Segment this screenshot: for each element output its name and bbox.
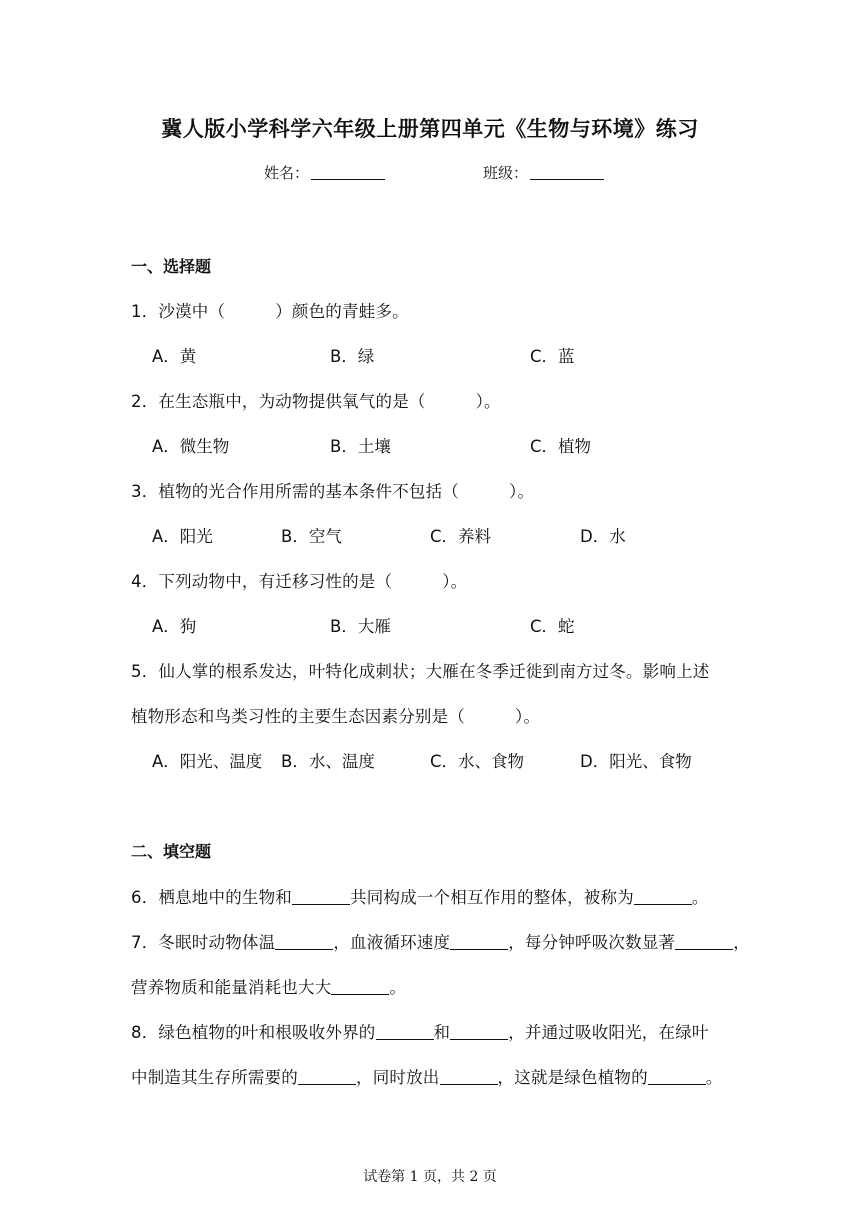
question-5-line-2 — [131, 703, 540, 727]
section-heading-fill: 二、填空题 — [131, 842, 212, 861]
q6-text-a: 6．栖息地中的生物和 — [131, 888, 292, 907]
q8-text-e: ，同时放出 — [356, 1068, 440, 1087]
q7-text-d: ， — [733, 933, 750, 952]
q7-blank-4 — [331, 979, 389, 995]
page-footer: 试卷第 1 页，共 2 页 — [363, 1169, 497, 1185]
q1-option-c: C．蓝 — [530, 347, 575, 366]
q5-option-c: C．水、食物 — [430, 752, 525, 771]
q5-option-d: D．阳光、食物 — [580, 752, 692, 771]
q8-text-b: 和 — [433, 1023, 451, 1042]
question-4 — [131, 568, 467, 592]
q3-option-d: D．水 — [580, 527, 626, 546]
question-8-line-2 — [131, 1064, 723, 1088]
q1-text-post: ）颜色的青蛙多。 — [275, 302, 409, 321]
question-2 — [131, 388, 501, 412]
q7-text-e: 营养物质和能量消耗也大大 — [131, 978, 332, 997]
q6-blank-1 — [292, 889, 350, 905]
q6-text-c: 。 — [691, 888, 709, 907]
q8-text-c: ，并通过吸收阳光，在绿叶 — [508, 1023, 709, 1042]
q7-text-f: 。 — [389, 978, 407, 997]
q8-blank-1 — [376, 1024, 434, 1040]
q7-blank-2 — [450, 934, 508, 950]
q6-text-b: 共同构成一个相互作用的整体，被称为 — [350, 888, 634, 907]
q4-text-post: ）。 — [442, 572, 468, 591]
q2-text-pre: 2．在生态瓶中，为动物提供氧气的是（ — [131, 392, 426, 411]
q8-text-f: ，这就是绿色植物的 — [497, 1068, 648, 1087]
class-blank — [530, 165, 604, 180]
q8-text-g: 。 — [705, 1068, 723, 1087]
q8-blank-2 — [450, 1024, 508, 1040]
q2-option-b: B．土壤 — [330, 437, 391, 456]
q7-text-b: ，血液循环速度 — [333, 933, 451, 952]
page-title: 冀人版小学科学六年级上册第四单元《生物与环境》练习 — [161, 117, 699, 141]
question-1 — [131, 298, 409, 322]
question-7-line-2 — [131, 974, 406, 998]
q3-option-c: C．养料 — [430, 527, 492, 546]
q2-option-a: A．微生物 — [152, 437, 230, 456]
q3-option-b: B．空气 — [281, 527, 342, 546]
q2-text-post: ）。 — [475, 392, 501, 411]
question-8-line-1 — [131, 1019, 709, 1043]
q8-blank-5 — [648, 1069, 706, 1085]
q2-option-c: C．植物 — [530, 437, 592, 456]
q5-text-post: ）。 — [515, 707, 541, 726]
q3-option-a: A．阳光 — [152, 527, 213, 546]
class-label: 班级： — [483, 164, 529, 182]
q8-blank-3 — [298, 1069, 356, 1085]
q4-option-a: A．狗 — [152, 617, 197, 636]
class-field — [483, 162, 604, 183]
q4-text-pre: 4．下列动物中，有迁移习性的是（ — [131, 572, 393, 591]
q8-blank-4 — [440, 1069, 498, 1085]
section-heading-choice: 一、选择题 — [131, 257, 212, 276]
q6-blank-2 — [634, 889, 692, 905]
q8-text-a: 8．绿色植物的叶和根吸收外界的 — [131, 1023, 376, 1042]
q4-option-c: C．蛇 — [530, 617, 575, 636]
q7-text-c: ，每分钟呼吸次数显著 — [508, 933, 676, 952]
q7-blank-1 — [275, 934, 333, 950]
q7-blank-3 — [675, 934, 733, 950]
question-3 — [131, 478, 534, 502]
q1-text-pre: 1．沙漠中（ — [131, 302, 226, 321]
q8-text-d: 中制造其生存所需要的 — [131, 1068, 298, 1087]
q5-option-a: A．阳光、温度 — [152, 752, 263, 771]
name-label: 姓名： — [264, 164, 310, 182]
q1-option-a: A．黄 — [152, 347, 197, 366]
question-7-line-1 — [131, 929, 750, 953]
question-5-line-1: 5．仙人掌的根系发达，叶特化成刺状；大雁在冬季迁徙到南方过冬。影响上述 — [131, 662, 710, 681]
q1-option-b: B．绿 — [330, 347, 375, 366]
q4-option-b: B．大雁 — [330, 617, 391, 636]
name-field — [264, 162, 385, 183]
q3-text-pre: 3．植物的光合作用所需的基本条件不包括（ — [131, 482, 459, 501]
q5-option-b: B．水、温度 — [281, 752, 375, 771]
name-blank — [311, 165, 385, 180]
q5-text-pre: 植物形态和鸟类习性的主要生态因素分别是（ — [131, 707, 465, 726]
q3-text-post: ）。 — [509, 482, 535, 501]
q7-text-a: 7．冬眠时动物体温 — [131, 933, 276, 952]
question-6 — [131, 884, 709, 908]
